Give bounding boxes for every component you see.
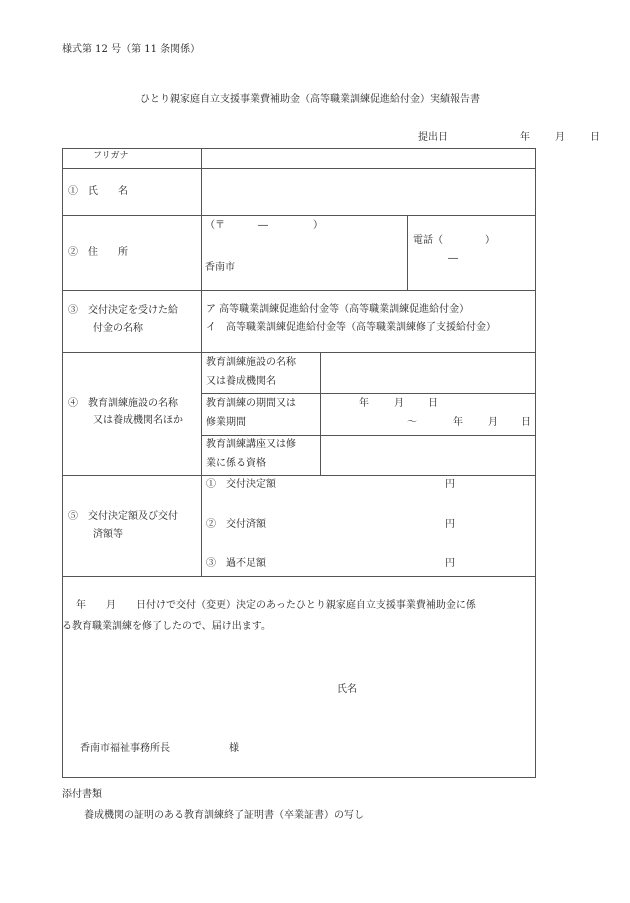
name-field[interactable] [202, 169, 535, 214]
amount-decided-yen: 円 [445, 479, 455, 490]
grid-line [62, 148, 63, 777]
facility-name-label-line1: 教育訓練施設の名称 [206, 357, 296, 368]
honorific: 様 [229, 743, 239, 754]
course-label-line2: 業に係る資格 [206, 458, 266, 469]
signature-label: 氏名 [337, 684, 357, 695]
submission-day-unit: 日 [590, 132, 600, 143]
postal-open: （〒 [205, 220, 225, 231]
document-title: ひとり親家庭自立支援事業費補助金（高等職業訓練促進給付金）実績報告書 [140, 94, 480, 105]
phone-field[interactable] [408, 216, 535, 289]
amount-diff-yen: 円 [445, 558, 455, 569]
period-start-day: 日 [428, 398, 438, 409]
benefit-label-line2: 付金の名称 [93, 323, 143, 334]
submission-month-unit: 月 [555, 132, 565, 143]
grid-line [62, 475, 536, 476]
address-field[interactable] [202, 216, 406, 289]
facility-label-line2: 又は養成機関名ほか [93, 415, 183, 426]
benefit-option-a[interactable]: ア 高等職業訓練促進給付金等（高等職業訓練促進給付金） [206, 304, 470, 315]
amount-diff-label: ③ 過不足額 [206, 558, 266, 569]
amount-paid-yen: 円 [445, 519, 455, 530]
amount-label-line1: ⑤ 交付決定額及び交付 [68, 511, 178, 522]
furigana-label: フリガナ [93, 151, 129, 161]
period-start-month: 月 [394, 398, 404, 409]
period-field[interactable] [321, 394, 535, 435]
grid-line [535, 148, 536, 777]
period-end-day: 日 [521, 417, 531, 428]
amount-paid-label: ② 交付済額 [206, 519, 266, 530]
facility-label-line1: ④ 教育訓練施設の名称 [68, 398, 178, 409]
grid-line [62, 290, 536, 291]
city-name: 香南市 [205, 262, 235, 273]
period-label-line1: 教育訓練の期間又は [206, 398, 296, 409]
period-label-line2: 修業期間 [206, 417, 246, 428]
course-label-line1: 教育訓練講座又は修 [206, 439, 296, 450]
statement-line2: る教育職業訓練を修了したので、届け出ます。 [62, 621, 271, 632]
phone-dash: ― [448, 253, 458, 264]
name-label: ① 氏 名 [68, 186, 128, 197]
period-end-year: 年 [453, 417, 463, 428]
submission-date-label: 提出日 [418, 132, 448, 143]
addressee: 香南市福祉事務所長 [80, 743, 170, 754]
period-end-month: 月 [488, 417, 498, 428]
facility-name-field[interactable] [321, 353, 535, 393]
course-field[interactable] [321, 436, 535, 475]
period-tilde: ～ [407, 417, 417, 428]
amount-decided-label: ① 交付決定額 [206, 479, 276, 490]
amount-label-line2: 済額等 [93, 529, 123, 540]
facility-name-label-line2: 又は養成機関名 [206, 376, 276, 387]
phone-close: ） [485, 235, 495, 246]
benefit-option-i[interactable]: イ 高等職業訓練促進給付金等（高等職業訓練修了支援給付金） [206, 322, 496, 333]
statement-line1: 年 月 日付けで交付（変更）決定のあったひとり親家庭自立支援事業費補助金に係 [66, 600, 476, 611]
attachments-item: 養成機関の証明のある教育訓練終了証明書（卒業証書）の写し [84, 810, 364, 821]
attachments-heading: 添付書類 [62, 789, 102, 800]
postal-close: ） [313, 220, 323, 231]
phone-label: 電話（ [413, 235, 443, 246]
benefit-label-line1: ③ 交付決定を受けた給 [68, 305, 178, 316]
signature-field[interactable] [360, 678, 530, 698]
grid-line [62, 576, 536, 577]
form-number: 様式第 12 号（第 11 条関係） [62, 44, 201, 55]
submission-year-unit: 年 [520, 132, 530, 143]
period-start-year: 年 [359, 398, 369, 409]
grid-line [62, 777, 536, 778]
furigana-field[interactable] [202, 149, 535, 167]
postal-dash: ― [258, 220, 268, 231]
address-label: ② 住 所 [68, 247, 128, 258]
